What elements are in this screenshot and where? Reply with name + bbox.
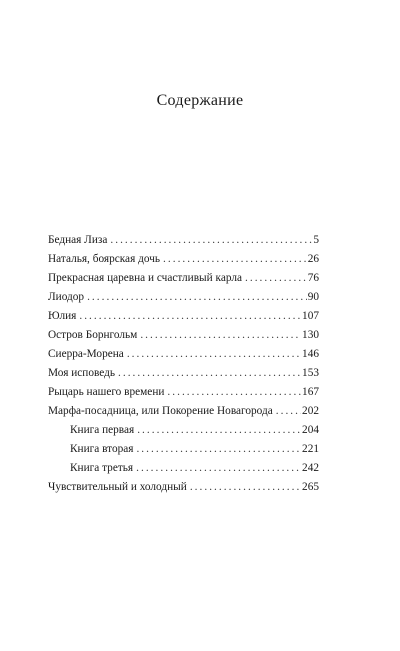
dot-leader bbox=[127, 345, 301, 364]
dot-leader bbox=[163, 250, 307, 269]
entry-page: 130 bbox=[302, 329, 319, 341]
entry-title: Сиерра-Морена bbox=[48, 348, 124, 360]
entry-title: Моя исповедь bbox=[48, 367, 116, 379]
toc-entry bbox=[48, 345, 319, 364]
dot-leader bbox=[79, 307, 301, 326]
toc-entry bbox=[48, 269, 319, 288]
toc-entry bbox=[48, 478, 319, 497]
entry-title: Лиодор bbox=[48, 291, 85, 303]
entry-page: 202 bbox=[302, 405, 319, 417]
entry-page: 221 bbox=[302, 443, 319, 455]
table-of-contents bbox=[48, 231, 319, 497]
entry-title: Наталья, боярская дочь bbox=[48, 253, 161, 265]
dot-leader bbox=[276, 402, 301, 421]
entry-title: Бедная Лиза bbox=[48, 234, 108, 246]
entry-title: Книга третья bbox=[70, 462, 134, 474]
dot-leader bbox=[136, 440, 301, 459]
toc-entry bbox=[48, 402, 319, 421]
dot-leader bbox=[136, 459, 301, 478]
entry-page: 167 bbox=[302, 386, 319, 398]
entry-title: Книга первая bbox=[70, 424, 135, 436]
entry-page: 146 bbox=[302, 348, 319, 360]
entry-page: 204 bbox=[302, 424, 319, 436]
toc-entry bbox=[48, 383, 319, 402]
toc-entry bbox=[48, 364, 319, 383]
entry-page: 107 bbox=[302, 310, 319, 322]
entry-page: 76 bbox=[307, 272, 319, 284]
toc-subentry bbox=[48, 459, 319, 478]
entry-title: Марфа-посадница, или Покорение Новагорода bbox=[48, 405, 273, 417]
entry-title: Юлия bbox=[48, 310, 77, 322]
toc-entry bbox=[48, 250, 319, 269]
entry-page: 153 bbox=[302, 367, 319, 379]
dot-leader bbox=[118, 364, 301, 383]
dot-leader bbox=[167, 383, 301, 402]
entry-page: 242 bbox=[302, 462, 319, 474]
entry-title: Рыцарь нашего времени bbox=[48, 386, 165, 398]
toc-subentry bbox=[48, 421, 319, 440]
entry-page: 5 bbox=[313, 234, 319, 246]
entry-page: 26 bbox=[307, 253, 319, 265]
entry-title: Остров Борнгольм bbox=[48, 329, 138, 341]
entry-title: Чувствительный и холодный bbox=[48, 481, 187, 493]
entry-title: Книга вторая bbox=[70, 443, 134, 455]
page-title bbox=[0, 91, 400, 111]
toc-entry bbox=[48, 288, 319, 307]
toc-entry bbox=[48, 231, 319, 250]
dot-leader bbox=[137, 421, 301, 440]
dot-leader bbox=[110, 231, 312, 250]
toc-entry bbox=[48, 307, 319, 326]
toc-entry bbox=[48, 326, 319, 345]
entry-page: 90 bbox=[307, 291, 319, 303]
dot-leader bbox=[140, 326, 301, 345]
dot-leader bbox=[87, 288, 307, 307]
heading-text: Содержание bbox=[156, 92, 244, 109]
entry-page: 265 bbox=[302, 481, 319, 493]
toc-subentry bbox=[48, 440, 319, 459]
entry-title: Прекрасная царевна и счастливый карла bbox=[48, 272, 242, 284]
dot-leader bbox=[190, 478, 301, 497]
dot-leader bbox=[245, 269, 307, 288]
